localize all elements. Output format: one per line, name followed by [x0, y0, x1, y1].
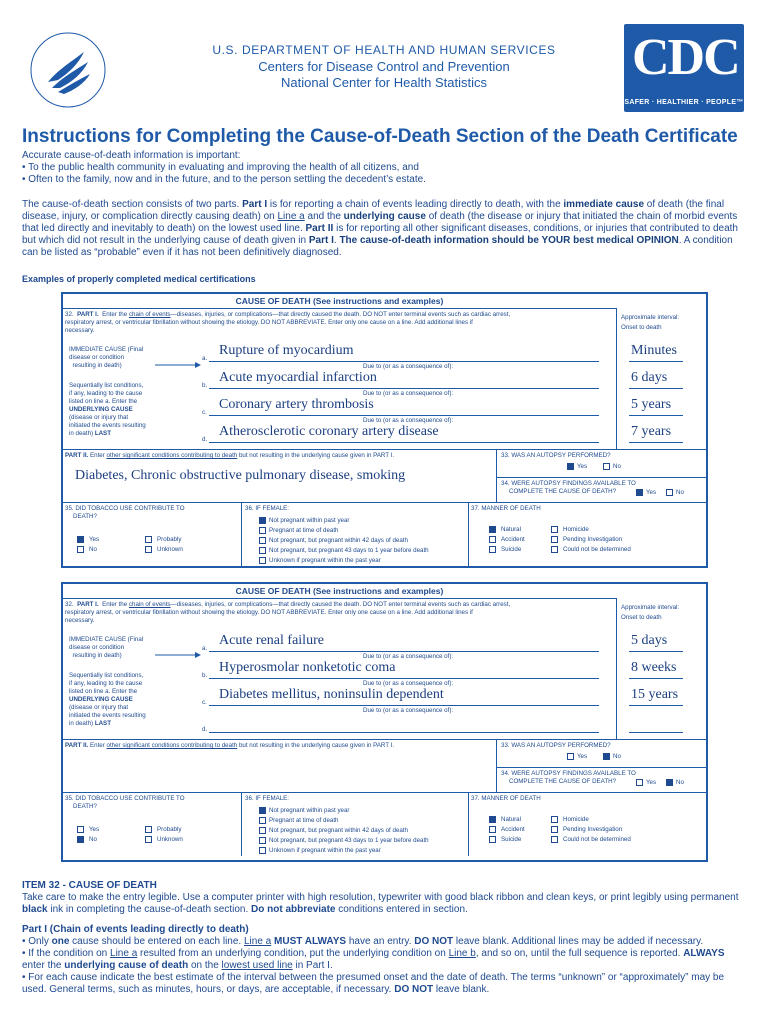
- line-d-label: d.: [202, 726, 208, 733]
- interval-line-a[interactable]: 5 days: [631, 633, 668, 648]
- line-a-rule: [209, 651, 599, 652]
- interval-d-rule: [629, 442, 683, 443]
- intro-line: • To the public health community in evaluating and improving the health of all citizens, and: [22, 162, 419, 173]
- interval-line-c[interactable]: 5 years: [631, 397, 672, 412]
- cdc-logo-text: CDC: [632, 29, 739, 86]
- tobacco-unknown-checkbox[interactable]: [145, 836, 152, 843]
- divider: [616, 598, 617, 739]
- manner-natural-checkbox[interactable]: [489, 816, 496, 823]
- interval-label: Onset to death: [621, 324, 662, 331]
- line-b-label: b.: [202, 672, 208, 679]
- findings-question: 34. WERE AUTOPSY FINDINGS AVAILABLE TO: [501, 770, 636, 777]
- findings-no-checkbox[interactable]: [666, 489, 673, 496]
- divider: [496, 449, 497, 502]
- manner-undetermined-label: Could not be determined: [563, 546, 631, 553]
- tobacco-question: DEATH?: [73, 513, 97, 520]
- manner-accident-checkbox[interactable]: [489, 536, 496, 543]
- manner-pending-checkbox[interactable]: [551, 826, 558, 833]
- divider: [63, 739, 706, 740]
- hhs-seal: [28, 30, 108, 110]
- divider: [468, 502, 469, 566]
- unknown-label: Unknown: [157, 836, 183, 843]
- female-option-label: Pregnant at time of death: [269, 817, 339, 824]
- tobacco-question: 35. DID TOBACCO USE CONTRIBUTE TO: [65, 795, 185, 802]
- manner-accident-label: Accident: [501, 826, 525, 833]
- manner-homicide-label: Homicide: [563, 526, 589, 533]
- no-label: No: [89, 836, 97, 843]
- yes-label: Yes: [646, 779, 657, 786]
- department-name: U.S. DEPARTMENT OF HEALTH AND HUMAN SERVICES: [212, 43, 556, 57]
- manner-homicide-checkbox[interactable]: [551, 526, 558, 533]
- line-c-rule: [209, 415, 599, 416]
- tobacco-probably-checkbox[interactable]: [145, 536, 152, 543]
- divider: [63, 502, 706, 503]
- examples-heading: Examples of properly completed medical certifications: [22, 274, 256, 284]
- findings-yes-checkbox[interactable]: [636, 779, 643, 786]
- manner-pending-checkbox[interactable]: [551, 536, 558, 543]
- female-option-label: Pregnant at time of death: [269, 527, 339, 534]
- female-option-label: Not pregnant within past year: [269, 517, 350, 524]
- autopsy-no-checkbox[interactable]: [603, 463, 610, 470]
- female-option-label: Not pregnant, but pregnant within 42 days of death: [269, 827, 408, 834]
- manner-undetermined-checkbox[interactable]: [551, 836, 558, 843]
- probably-label: Probably: [157, 826, 182, 833]
- line-d-rule: [209, 732, 599, 733]
- female-option-label: Not pregnant, but pregnant within 42 days of death: [269, 537, 408, 544]
- divider: [496, 477, 706, 478]
- interval-b-rule: [629, 678, 683, 679]
- female-option-checkbox[interactable]: [259, 547, 266, 554]
- manner-natural-label: Natural: [501, 526, 521, 533]
- manner-natural-checkbox[interactable]: [489, 526, 496, 533]
- interval-line-a[interactable]: Minutes: [631, 343, 677, 358]
- female-option-checkbox[interactable]: [259, 827, 266, 834]
- line-a-label: a.: [202, 355, 208, 362]
- interval-line-b[interactable]: 6 days: [631, 370, 668, 385]
- manner-question: 37. MANNER OF DEATH: [471, 795, 541, 802]
- findings-question: COMPLETE THE CAUSE OF DEATH?: [509, 778, 617, 785]
- manner-pending-label: Pending Investigation: [563, 826, 623, 833]
- interval-c-rule: [629, 705, 683, 706]
- yes-label: Yes: [89, 826, 100, 833]
- cause-line-a[interactable]: Acute renal failure: [219, 633, 324, 648]
- due-to-label: Due to (or as a consequence of):: [363, 390, 454, 397]
- autopsy-question: 33. WAS AN AUTOPSY PERFORMED?: [501, 452, 611, 459]
- page-title: Instructions for Completing the Cause-of-Death Section of the Death Certificate: [22, 126, 738, 147]
- cause-line-c[interactable]: Diabetes mellitus, noninsulin dependent: [219, 687, 444, 702]
- bullet: • Only one cause should be entered on each line. Line a MUST ALWAYS have an entry. DO NOT leave blank. Additional lines may be added if necessary.: [22, 936, 704, 947]
- interval-a-rule: [629, 651, 683, 652]
- autopsy-yes-checkbox[interactable]: [567, 753, 574, 760]
- yes-label: Yes: [577, 753, 588, 760]
- part-2-instructions: PART II. Enter other significant conditions contributing to death but not resulting in the underlying cause given in PART I.: [65, 742, 395, 749]
- divider: [496, 739, 497, 792]
- agency-header: [150, 42, 618, 91]
- female-option-label: Unknown if pregnant within the past year: [269, 557, 381, 564]
- female-option-checkbox[interactable]: [259, 557, 266, 564]
- manner-pending-label: Pending Investigation: [563, 536, 623, 543]
- female-question: 36. IF FEMALE:: [245, 795, 290, 802]
- interval-b-rule: [629, 388, 683, 389]
- sequential-label: Sequentially list conditions, if any, leading to the cause listed on line a. Enter the UNDERLYING CAUSE (disease or injury that initiated the events resulting in death) LAST: [69, 672, 146, 727]
- manner-accident-checkbox[interactable]: [489, 826, 496, 833]
- line-c-rule: [209, 705, 599, 706]
- line-b-rule: [209, 388, 599, 389]
- findings-no-checkbox[interactable]: [666, 779, 673, 786]
- cause-line-b[interactable]: Hyperosmolar nonketotic coma: [219, 660, 396, 675]
- due-to-label: Due to (or as a consequence of):: [363, 653, 454, 660]
- line-a-rule: [209, 361, 599, 362]
- item-32-section: [22, 880, 752, 996]
- immediate-cause-label: IMMEDIATE CAUSE (Final disease or condition resulting in death): [69, 346, 144, 369]
- manner-suicide-checkbox[interactable]: [489, 546, 496, 553]
- female-option-label: Unknown if pregnant within the past year: [269, 847, 381, 854]
- part-2-instructions: PART II. Enter other significant conditions contributing to death but not resulting in the underlying cause given in PART I.: [65, 452, 395, 459]
- due-to-label: Due to (or as a consequence of):: [363, 363, 454, 370]
- autopsy-no-checkbox[interactable]: [603, 753, 610, 760]
- divider: [63, 792, 706, 793]
- tobacco-probably-checkbox[interactable]: [145, 826, 152, 833]
- form-caption: CAUSE OF DEATH (See instructions and examples): [235, 296, 444, 306]
- arrow-icon: [155, 355, 201, 361]
- female-option-label: Not pregnant, but pregnant 43 days to 1 year before death: [269, 547, 429, 554]
- line-d-label: d.: [202, 436, 208, 443]
- findings-question: 34. WERE AUTOPSY FINDINGS AVAILABLE TO: [501, 480, 636, 487]
- interval-line-c[interactable]: 15 years: [631, 687, 679, 702]
- manner-natural-label: Natural: [501, 816, 521, 823]
- yes-label: Yes: [89, 536, 100, 543]
- divider: [241, 502, 242, 566]
- manner-accident-label: Accident: [501, 536, 525, 543]
- interval-a-rule: [629, 361, 683, 362]
- unknown-label: Unknown: [157, 546, 183, 553]
- female-option-checkbox[interactable]: [259, 817, 266, 824]
- sequential-label: Sequentially list conditions, if any, leading to the cause listed on line a. Enter the UNDERLYING CAUSE (disease or injury that initiated the events resulting in death) LAST: [69, 382, 146, 437]
- manner-suicide-checkbox[interactable]: [489, 836, 496, 843]
- manner-question: 37. MANNER OF DEATH: [471, 505, 541, 512]
- item-32-heading: ITEM 32 - CAUSE OF DEATH: [22, 880, 157, 891]
- part-1-heading: Part I (Chain of events leading directly to death): [22, 924, 249, 935]
- no-label: No: [89, 546, 97, 553]
- immediate-cause-label: IMMEDIATE CAUSE (Final disease or condition resulting in death): [69, 636, 144, 659]
- interval-label: Approximate interval:: [621, 604, 680, 611]
- female-option-checkbox[interactable]: [259, 847, 266, 854]
- no-label: No: [676, 779, 684, 786]
- female-option-checkbox[interactable]: [259, 527, 266, 534]
- yes-label: Yes: [646, 489, 657, 496]
- tobacco-yes-checkbox[interactable]: [77, 536, 84, 543]
- divider: [468, 792, 469, 856]
- divider: [496, 767, 706, 768]
- due-to-label: Due to (or as a consequence of):: [363, 417, 454, 424]
- findings-question: COMPLETE THE CAUSE OF DEATH?: [509, 488, 617, 495]
- manner-suicide-label: Suicide: [501, 836, 522, 843]
- part-1-instructions: 32. PART I. Enter the chain of events—diseases, injuries, or complications—that directly caused the death. DO NOT enter terminal events such as cardiac arrest, respiratory arrest, or ventricular fibrillation without showing the etiology. DO NOT ABBREVIATE. Enter only one cause on a line. Add additional lines if necessary.: [65, 601, 511, 624]
- line-c-label: c.: [202, 699, 207, 706]
- form-caption: CAUSE OF DEATH (See instructions and examples): [235, 586, 444, 596]
- cause-line-b[interactable]: Acute myocardial infarction: [219, 370, 377, 385]
- manner-suicide-label: Suicide: [501, 546, 522, 553]
- overview-paragraph: The cause-of-death section consists of two parts. Part I is for reporting a chain of events leading directly to death, with the immediate cause of death (the final disease, injury, or complication directly causing death) on Line a and the underlying cause of death (the disease or injury that initiated the chain of morbid events that led directly and inevitably to death) on the lowest used line. Part II is for reporting all other significant diseases, conditions, or injuries that contributed to death but which did not result in the underlying cause of death given in Part I. The cause-of-death information should be YOUR best medical OPINION. A condition can be listed as “probable” even if it has not been definitively diagnosed.: [22, 199, 738, 258]
- probably-label: Probably: [157, 536, 182, 543]
- female-option-checkbox[interactable]: [259, 837, 266, 844]
- divider: [63, 308, 616, 309]
- female-option-checkbox[interactable]: [259, 537, 266, 544]
- findings-yes-checkbox[interactable]: [636, 489, 643, 496]
- due-to-label: Due to (or as a consequence of):: [363, 680, 454, 687]
- yes-label: Yes: [577, 463, 588, 470]
- interval-line-d[interactable]: 7 years: [631, 424, 672, 439]
- intro-line: • Often to the family, now and in the future, and to the person settling the decedent’s estate.: [22, 174, 426, 185]
- female-option-label: Not pregnant within past year: [269, 807, 350, 814]
- no-label: No: [613, 463, 621, 470]
- autopsy-yes-checkbox[interactable]: [567, 463, 574, 470]
- tobacco-unknown-checkbox[interactable]: [145, 546, 152, 553]
- national-center-name: National Center for Health Statistics: [281, 75, 487, 90]
- divider: [63, 449, 706, 450]
- divider: [616, 308, 617, 449]
- female-option-checkbox[interactable]: [259, 807, 266, 814]
- tobacco-no-checkbox[interactable]: [77, 546, 84, 553]
- cause-line-d[interactable]: Atherosclerotic coronary artery disease: [219, 424, 439, 439]
- manner-undetermined-checkbox[interactable]: [551, 546, 558, 553]
- cdc-tagline: SAFER · HEALTHIER · PEOPLE™: [624, 99, 744, 106]
- interval-c-rule: [629, 415, 683, 416]
- interval-line-b[interactable]: 8 weeks: [631, 660, 677, 675]
- due-to-label: Due to (or as a consequence of):: [363, 707, 454, 714]
- line-c-label: c.: [202, 409, 207, 416]
- bullet: • For each cause indicate the best estimate of the interval between the presumed onset and the date of death. The terms “unknown” or “approximately” may be used. General terms, such as minutes, hours, or days, are acceptable, if necessary. DO NOT leave blank.: [22, 972, 725, 995]
- intro: [22, 150, 752, 186]
- cdc-logo: [624, 24, 744, 112]
- no-label: No: [613, 753, 621, 760]
- line-d-rule: [209, 442, 599, 443]
- bullet: • If the condition on Line a resulted from an underlying condition, put the underlying condition on Line b, and so on, until the full sequence is reported. ALWAYS enter the underlying cause of death on the lowest used line in Part I.: [22, 948, 725, 971]
- manner-undetermined-label: Could not be determined: [563, 836, 631, 843]
- manner-homicide-checkbox[interactable]: [551, 816, 558, 823]
- interval-label: Onset to death: [621, 614, 662, 621]
- intro-line: Accurate cause-of-death information is important:: [22, 150, 241, 161]
- tobacco-question: 35. DID TOBACCO USE CONTRIBUTE TO: [65, 505, 185, 512]
- manner-homicide-label: Homicide: [563, 816, 589, 823]
- interval-d-rule: [629, 732, 683, 733]
- cause-line-c[interactable]: Coronary artery thrombosis: [219, 397, 374, 412]
- certificate-example-1: [61, 292, 708, 568]
- female-option-label: Not pregnant, but pregnant 43 days to 1 year before death: [269, 837, 429, 844]
- female-question: 36. IF FEMALE:: [245, 505, 290, 512]
- tobacco-yes-checkbox[interactable]: [77, 826, 84, 833]
- line-b-rule: [209, 678, 599, 679]
- autopsy-question: 33. WAS AN AUTOPSY PERFORMED?: [501, 742, 611, 749]
- center-name: Centers for Disease Control and Prevention: [258, 59, 510, 74]
- line-a-label: a.: [202, 645, 208, 652]
- female-option-checkbox[interactable]: [259, 517, 266, 524]
- line-b-label: b.: [202, 382, 208, 389]
- arrow-icon: [155, 645, 201, 651]
- divider: [63, 598, 616, 599]
- part-2-conditions[interactable]: Diabetes, Chronic obstructive pulmonary disease, smoking: [75, 468, 406, 483]
- divider: [241, 792, 242, 856]
- item-32-paragraph: Take care to make the entry legible. Use a computer printer with high resolution, typewriter with good black ribbon and clean keys, or print legibly using permanent black ink in completing the cause-of-death section. Do not abbreviate conditions entered in section.: [22, 892, 739, 915]
- no-label: No: [676, 489, 684, 496]
- part-1-instructions: 32. PART I. Enter the chain of events—diseases, injuries, or complications—that directly caused the death. DO NOT enter terminal events such as cardiac arrest, respiratory arrest, or ventricular fibrillation without showing the etiology. DO NOT ABBREVIATE. Enter only one cause on a line. Add additional lines if necessary.: [65, 311, 511, 334]
- cause-line-a[interactable]: Rupture of myocardium: [219, 343, 354, 358]
- certificate-example-2: [61, 582, 708, 862]
- tobacco-question: DEATH?: [73, 803, 97, 810]
- tobacco-no-checkbox[interactable]: [77, 836, 84, 843]
- interval-label: Approximate interval:: [621, 314, 680, 321]
